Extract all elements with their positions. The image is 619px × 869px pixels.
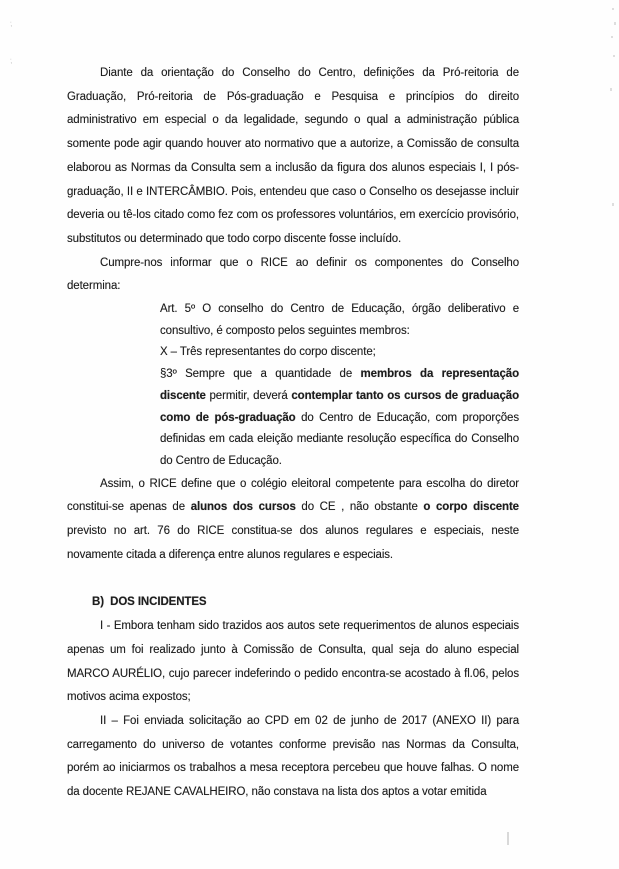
scan-speck (611, 36, 613, 38)
text-run: Cumpre-nos informar que o RICE ao definir os componentes do Conselho determina: (67, 256, 519, 293)
paragraph (67, 710, 519, 805)
paragraph (67, 62, 519, 252)
scan-speck (610, 88, 612, 91)
text-run: §3º Sempre que a quantidade de (160, 368, 361, 381)
scan-artifact-dash (507, 832, 509, 845)
text-run: I - Embora tenham sido trazidos aos autos sete requerimentos de alunos especiais apenas um foi realizado junto à Comissão de Consulta, qual seja do aluno especial MARCO AURÉLIO, cujo parecer indeferindo o pedido encontra-se acostado à fl.06, pelos motivos acima expostos; (67, 620, 519, 704)
text-run: Art. 5º O conselho do Centro de Educação, órgão deliberativo e consultivo, é composto pelos seguintes membros: (160, 303, 519, 337)
scan-speck (612, 203, 614, 206)
text-run: II – Foi enviada solicitação ao CPD em 02 de junho de 2017 (ANEXO II) para carregamento do universo de votantes conforme previsão nas Normas da Consulta, porém ao iniciarmos os trabalhos a mesa receptora percebeu que houve falhas. O nome da docente REJANE CAVALHEIRO, não constava na lista dos aptos a votar emitida (67, 714, 519, 799)
bold-text-run: contemplar tanto os cursos de graduação como de pós-graduação (160, 389, 519, 424)
text-run: do CE , não obstante (295, 501, 424, 514)
scan-speck (612, 8, 614, 10)
paragraph (67, 252, 519, 299)
text-run: do Centro de Educação, com proporções definidas em cada eleição mediante resolução específica do Conselho do Centro de Educação. (160, 411, 519, 467)
document-body (67, 62, 519, 805)
text-run: Diante da orientação do Conselho do Centro, definições da Pró-reitoria de Graduação, Pró-reitoria de Pós-graduação e Pesquisa e princípios do direito administrativo em especial o da legalidade, segundo o qual a administração pública somente pode agir quando houver ato normativo que a autorize, a Comissão de consulta elaborou as Normas da Consulta sem a inclusão da figura dos alunos especiais I, I pós-graduação, II e INTERCÂMBIO. Pois, entendeu que caso o Conselho os desejasse incluir deveria ou tê-los citado como fez com os professores voluntários, em exercício provisório, substitutos ou determinado que todo corpo discente fosse incluído. (67, 67, 519, 245)
text-run: X – Três representantes do corpo discente; (160, 346, 376, 359)
scan-artifact-mark: ; (9, 18, 13, 29)
scan-speck (614, 22, 616, 25)
section-heading (67, 591, 519, 615)
quote-paragraph (160, 342, 519, 364)
scan-artifact-mark: ; (9, 55, 13, 66)
quote-paragraph (160, 299, 519, 342)
paragraph (67, 473, 519, 568)
paragraph (67, 615, 519, 710)
bold-text-run: B) DOS INCIDENTES (92, 596, 207, 609)
bold-text-run: membros da representação discente (160, 368, 519, 402)
text-run: permitir, deverá (205, 389, 292, 402)
quote-paragraph (160, 364, 519, 473)
scan-speck (613, 55, 615, 57)
bold-text-run: alunos dos cursos (190, 501, 296, 514)
text-run: previsto no art. 76 do RICE constitua-se dos alunos regulares e especiais, neste novamente citada a diferença entre alunos regulares e especiais. (67, 525, 519, 561)
text-run: Assim, o RICE define que o colégio eleitoral competente para escolha do diretor constitui-se apenas de (67, 477, 519, 514)
bold-text-run: o corpo discente (423, 501, 519, 514)
